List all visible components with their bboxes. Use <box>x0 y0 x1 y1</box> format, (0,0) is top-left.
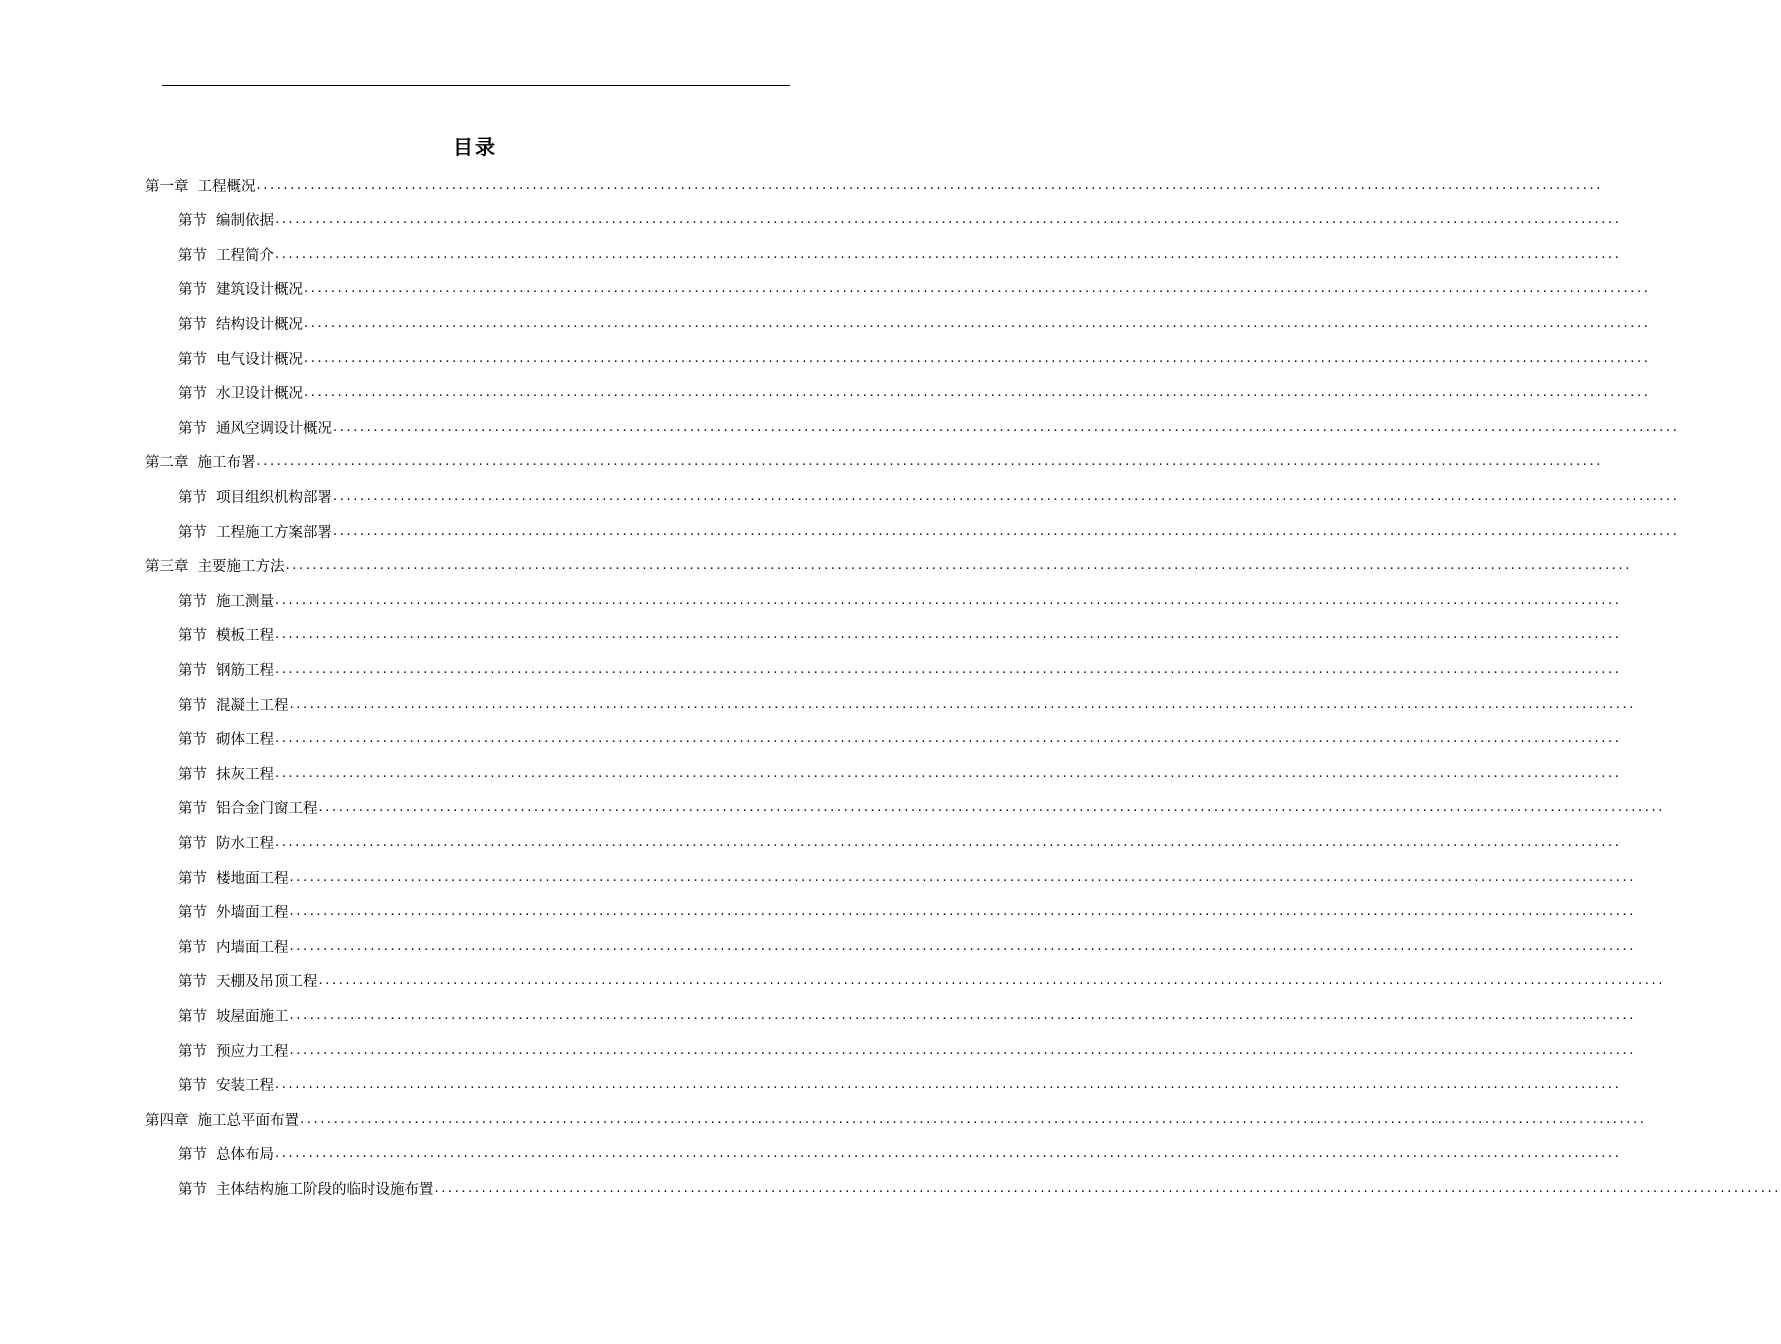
toc-entry-title: 内墙面工程 <box>216 939 289 956</box>
toc-leader-dots: ........................................................................................................................................................................................................ <box>304 281 1651 297</box>
toc-section-entry[interactable] <box>178 583 1622 617</box>
toc-entry-number: 第节 <box>178 351 207 368</box>
toc-section-entry[interactable] <box>178 1033 1636 1067</box>
toc-entry-number: 第节 <box>178 386 207 403</box>
toc-section-entry[interactable] <box>178 964 1665 998</box>
toc-chapter-entry[interactable] <box>145 168 1603 202</box>
toc-entry-title: 结构设计概况 <box>216 316 303 333</box>
toc-entry-title: 项目组织机构部署 <box>216 489 332 506</box>
toc-leader-dots: ........................................................................................................................................................................................................ <box>275 246 1622 262</box>
toc-entry-number: 第节 <box>178 662 207 679</box>
toc-entry-number: 第节 <box>178 870 207 887</box>
toc-entry-number: 第节 <box>178 974 207 991</box>
toc-section-entry[interactable] <box>178 825 1622 859</box>
toc-entry-number: 第节 <box>178 316 207 333</box>
toc-section-entry[interactable] <box>178 998 1636 1032</box>
toc-chapter-entry[interactable] <box>145 1102 1647 1136</box>
toc-entry-number: 第节 <box>178 1078 207 1095</box>
toc-section-entry[interactable] <box>178 722 1622 756</box>
toc-leader-dots: ........................................................................................................................................................................................................ <box>333 419 1680 435</box>
toc-leader-dots: ........................................................................................................................................................................................................ <box>256 177 1603 193</box>
toc-leader-dots: ........................................................................................................................................................................................................ <box>256 454 1603 470</box>
toc-entry-title: 施工总平面布置 <box>197 1112 299 1129</box>
toc-entry-number: 第四章 <box>145 1112 189 1129</box>
toc-leader-dots: ........................................................................................................................................................................................................ <box>304 385 1651 401</box>
toc-section-entry[interactable] <box>178 479 1680 513</box>
toc-leader-dots: ........................................................................................................................................................................................................ <box>289 1042 1636 1058</box>
toc-entry-number: 第节 <box>178 939 207 956</box>
toc-entry-title: 施工测量 <box>216 593 274 610</box>
toc-entry-title: 工程施工方案部署 <box>216 524 332 541</box>
toc-section-entry[interactable] <box>178 306 1651 340</box>
toc-section-entry[interactable] <box>178 1171 1781 1205</box>
toc-leader-dots: ........................................................................................................................................................................................................ <box>333 488 1680 504</box>
toc-leader-dots: ........................................................................................................................................................................................................ <box>434 1180 1781 1196</box>
toc-section-entry[interactable] <box>178 791 1665 825</box>
toc-leader-dots: ........................................................................................................................................................................................................ <box>289 938 1636 954</box>
toc-entry-number: 第节 <box>178 420 207 437</box>
toc-section-entry[interactable] <box>178 618 1622 652</box>
toc-leader-dots: ........................................................................................................................................................................................................ <box>275 1077 1622 1093</box>
toc-section-entry[interactable] <box>178 376 1651 410</box>
toc-entry-title: 电气设计概况 <box>216 351 303 368</box>
toc-entry-number: 第二章 <box>145 455 189 472</box>
toc-leader-dots: ........................................................................................................................................................................................................ <box>318 800 1665 816</box>
toc-entry-title: 楼地面工程 <box>216 870 289 887</box>
toc-entry-title: 工程简介 <box>216 247 274 264</box>
toc-entry-number: 第节 <box>178 628 207 645</box>
toc-section-entry[interactable] <box>178 410 1680 444</box>
page-title: 目录 <box>453 135 497 159</box>
toc-entry-title: 坡屋面施工 <box>216 1008 289 1025</box>
toc-section-entry[interactable] <box>178 652 1622 686</box>
toc-entry-title: 天棚及吊顶工程 <box>216 974 318 991</box>
toc-section-entry[interactable] <box>178 929 1636 963</box>
toc-entry-number: 第节 <box>178 1043 207 1060</box>
toc-leader-dots: ........................................................................................................................................................................................................ <box>318 973 1665 989</box>
toc-leader-dots: ........................................................................................................................................................................................................ <box>275 731 1622 747</box>
toc-entry-number: 第节 <box>178 524 207 541</box>
toc-entry-title: 主体结构施工阶段的临时设施布置 <box>216 1181 434 1198</box>
toc-section-entry[interactable] <box>178 237 1622 271</box>
toc-section-entry[interactable] <box>178 514 1680 548</box>
toc-leader-dots: ........................................................................................................................................................................................................ <box>275 592 1622 608</box>
toc-entry-title: 主要施工方法 <box>197 559 285 576</box>
toc-entry-number: 第节 <box>178 766 207 783</box>
toc-entry-number: 第节 <box>178 213 207 230</box>
header-rule <box>162 85 790 86</box>
toc-section-entry[interactable] <box>178 272 1651 306</box>
toc-entry-title: 外墙面工程 <box>216 905 289 922</box>
toc-entry-title: 建筑设计概况 <box>216 282 303 299</box>
toc-entry-number: 第节 <box>178 1181 207 1198</box>
toc-leader-dots: ........................................................................................................................................................................................................ <box>275 212 1622 228</box>
toc-entry-number: 第节 <box>178 489 207 506</box>
toc-entry-title: 钢筋工程 <box>216 662 274 679</box>
toc-section-entry[interactable] <box>178 341 1651 375</box>
toc-leader-dots: ........................................................................................................................................................................................................ <box>289 696 1636 712</box>
toc-entry-number: 第节 <box>178 247 207 264</box>
toc-entry-number: 第节 <box>178 732 207 749</box>
toc-chapter-entry[interactable] <box>145 549 1632 583</box>
toc-leader-dots: ........................................................................................................................................................................................................ <box>275 627 1622 643</box>
toc-entry-title: 预应力工程 <box>216 1043 289 1060</box>
toc-entry-title: 铝合金门窗工程 <box>216 801 318 818</box>
toc-leader-dots: ........................................................................................................................................................................................................ <box>275 765 1622 781</box>
toc-leader-dots: ........................................................................................................................................................................................................ <box>304 315 1651 331</box>
toc-leader-dots: ........................................................................................................................................................................................................ <box>289 904 1636 920</box>
toc-entry-number: 第节 <box>178 1147 207 1164</box>
toc-entry-number: 第节 <box>178 593 207 610</box>
toc-chapter-entry[interactable] <box>145 445 1603 479</box>
toc-entry-title: 编制依据 <box>216 213 274 230</box>
toc-entry-number: 第节 <box>178 905 207 922</box>
toc-section-entry[interactable] <box>178 756 1622 790</box>
toc-entry-title: 防水工程 <box>216 835 274 852</box>
toc-entry-number: 第三章 <box>145 559 189 576</box>
toc-entry-title: 抹灰工程 <box>216 766 274 783</box>
toc-entry-title: 砌体工程 <box>216 732 274 749</box>
toc-entry-title: 水卫设计概况 <box>216 386 303 403</box>
toc-leader-dots: ........................................................................................................................................................................................................ <box>285 558 1632 574</box>
toc-entry-number: 第节 <box>178 282 207 299</box>
toc-section-entry[interactable] <box>178 895 1636 929</box>
toc-entry-number: 第节 <box>178 1008 207 1025</box>
toc-section-entry[interactable] <box>178 203 1622 237</box>
toc-leader-dots: ........................................................................................................................................................................................................ <box>289 869 1636 885</box>
toc-section-entry[interactable] <box>178 860 1636 894</box>
toc-leader-dots: ........................................................................................................................................................................................................ <box>275 661 1622 677</box>
toc-leader-dots: ........................................................................................................................................................................................................ <box>289 1007 1636 1023</box>
toc-entry-number: 第节 <box>178 835 207 852</box>
toc-entry-title: 通风空调设计概况 <box>216 420 332 437</box>
toc-entry-title: 总体布局 <box>216 1147 274 1164</box>
toc-leader-dots: ........................................................................................................................................................................................................ <box>275 834 1622 850</box>
toc-leader-dots: ........................................................................................................................................................................................................ <box>333 523 1680 539</box>
toc-entry-title: 工程概况 <box>197 178 256 195</box>
toc-entry-title: 模板工程 <box>216 628 274 645</box>
toc-leader-dots: ........................................................................................................................................................................................................ <box>300 1111 1647 1127</box>
toc-section-entry[interactable] <box>178 1137 1622 1171</box>
toc-entry-title: 混凝土工程 <box>216 697 289 714</box>
toc-entry-title: 安装工程 <box>216 1078 274 1095</box>
toc-entry-title: 施工布署 <box>197 455 256 472</box>
toc-entry-number: 第一章 <box>145 178 189 195</box>
toc-entry-number: 第节 <box>178 801 207 818</box>
toc-leader-dots: ........................................................................................................................................................................................................ <box>275 1146 1622 1162</box>
toc-entry-number: 第节 <box>178 697 207 714</box>
toc-leader-dots: ........................................................................................................................................................................................................ <box>304 350 1651 366</box>
toc-section-entry[interactable] <box>178 1068 1622 1102</box>
toc-section-entry[interactable] <box>178 687 1636 721</box>
